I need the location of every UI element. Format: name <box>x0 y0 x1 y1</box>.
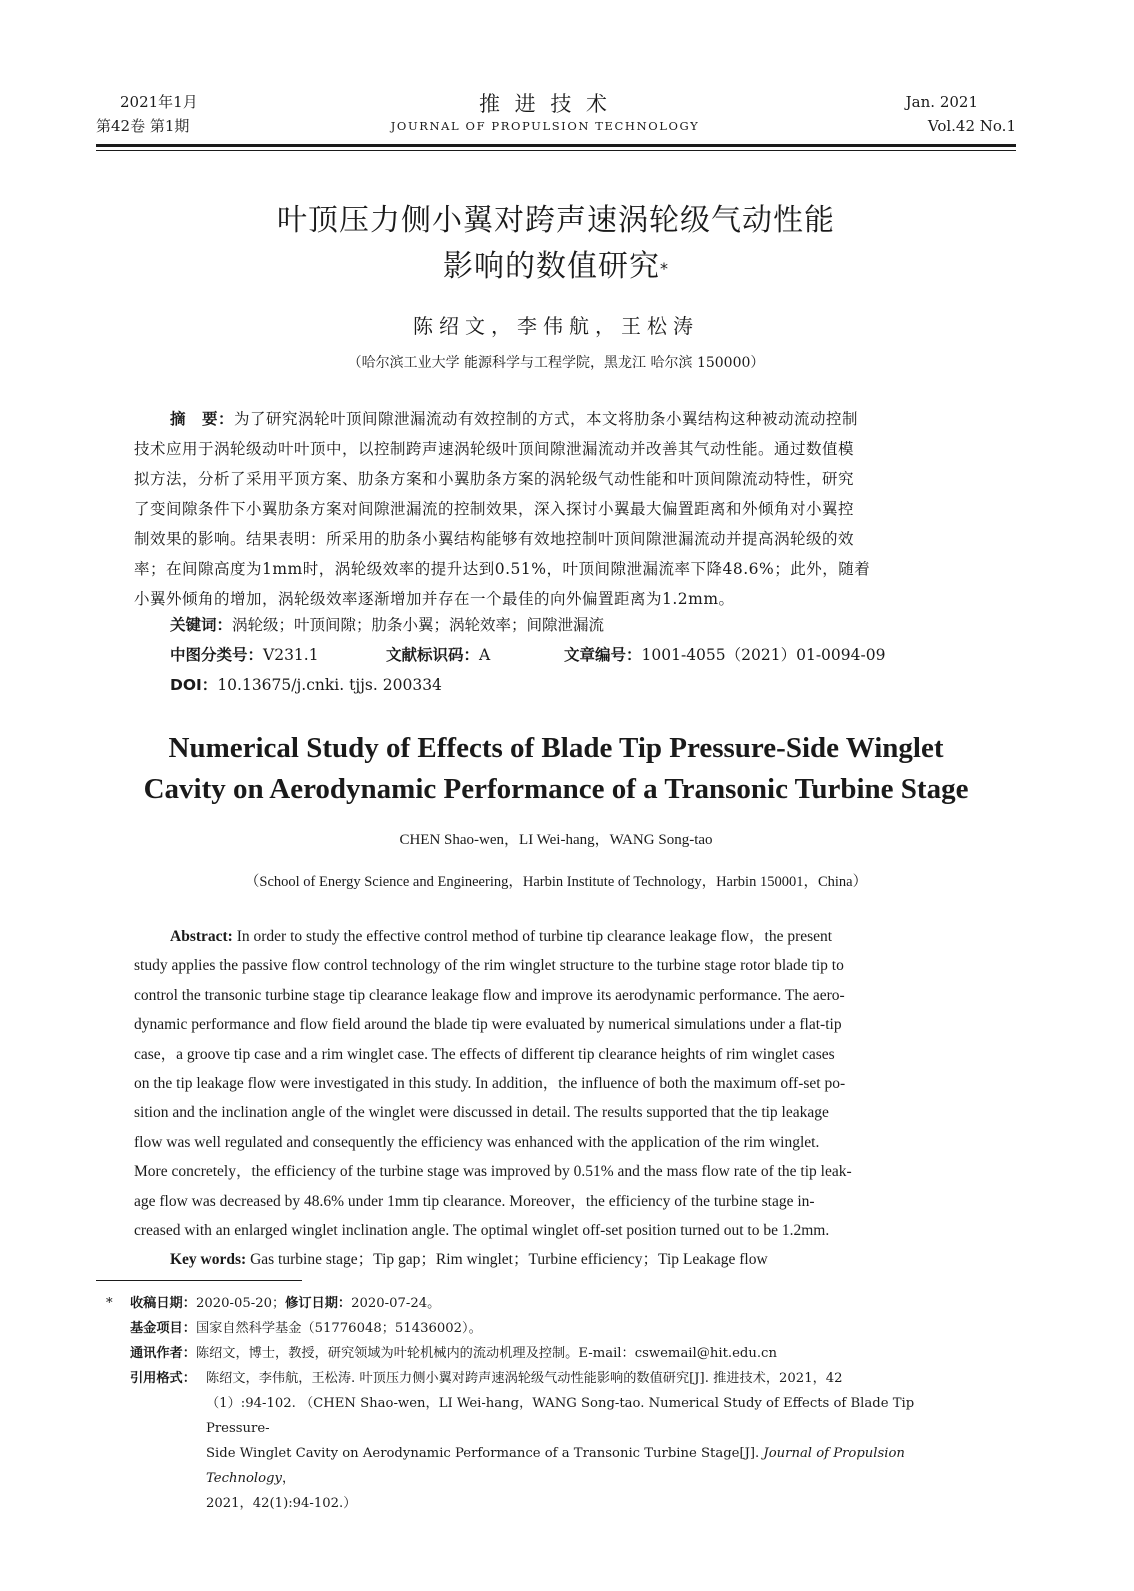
footnote-author: 通讯作者：陈绍文，博士，教授，研究领域为叶轮机械内的流动机理及控制。E-mail：cswemail@hit.edu.cn <box>130 1346 777 1361</box>
affiliation-cn: （哈尔滨工业大学 能源科学与工程学院，黑龙江 哈尔滨 150000） <box>347 355 765 371</box>
title-en-line2: Cavity on Aerodynamic Performance of a Transonic Turbine Stage <box>143 773 969 805</box>
abstract-en <box>134 922 956 1245</box>
doc-code-value: A <box>479 646 491 664</box>
authors-cn: 陈绍文，李伟航，王松涛 <box>413 314 699 338</box>
abstract-en-line: case，a groove tip case and a rim winglet case. The effects of different tip clearance heights of rim winglet cases <box>134 1045 835 1063</box>
cite-line: 陈绍文，李伟航，王松涛. 叶顶压力侧小翼对跨声速涡轮级气动性能影响的数值研究[J]. 推进技术，2021，42 <box>206 1371 843 1386</box>
abstract-cn-line: 拟方法，分析了采用平顶方案、肋条方案和小翼肋条方案的涡轮级气动性能和叶顶间隙流动特性，研究 <box>134 470 855 488</box>
cite-line: Side Winglet Cavity on Aerodynamic Performance of a Transonic Turbine Stage[J]. Journal of Propulsion Technology， <box>206 1446 905 1486</box>
footnote-cite <box>130 1366 960 1511</box>
title-en-line1: Numerical Study of Effects of Blade Tip Pressure-Side Winglet <box>168 732 944 764</box>
keywords-en: Key words: Gas turbine stage；Tip gap；Rim winglet；Turbine efficiency；Tip Leakage flow <box>170 1251 768 1268</box>
classification-row <box>170 640 970 670</box>
abstract-cn-line: 技术应用于涡轮级动叶叶顶中，以控制跨声速涡轮级叶顶间隙泄漏流动并改善其气动性能。通过数值模 <box>134 440 855 458</box>
journal-title-cn: 推 进 技 术 <box>478 92 612 116</box>
doi: DOI：10.13675/j.cnki. tjjs. 200334 <box>170 676 442 694</box>
footnote-star: * <box>106 1296 113 1311</box>
abstract-cn-line: 摘 要：为了研究涡轮叶顶间隙泄漏流动有效控制的方式，本文将肋条小翼结构这种被动流动控制 <box>170 410 859 428</box>
abstract-en-line: age flow was decreased by 48.6% under 1mm tip clearance. Moreover，the efficiency of the turbine stage in- <box>134 1192 815 1210</box>
abstract-en-line: creased with an enlarged winglet inclination angle. The optimal winglet off-set position turned out to be 1.2mm. <box>134 1222 830 1240</box>
header-volume-en: Vol.42 No.1 <box>927 117 1016 135</box>
authors-en: CHEN Shao-wen，LI Wei-hang，WANG Song-tao <box>399 832 713 848</box>
doc-code-label: 文献标识码： <box>386 646 480 664</box>
abstract-cn-line: 小翼外倾角的增加，涡轮级效率逐渐增加并存在一个最佳的向外偏置距离为1.2mm。 <box>134 590 735 608</box>
abstract-en-line: on the tip leakage flow were investigated in this study. In addition，the influence of both the maximum off-set po- <box>134 1075 846 1093</box>
article-no-value: 1001-4055（2021）01-0094-09 <box>641 646 886 664</box>
header-rule-thick <box>96 144 1016 147</box>
journal-title-en: JOURNAL OF PROPULSION TECHNOLOGY <box>390 119 700 133</box>
article-no-label: 文章编号： <box>564 646 642 664</box>
header-date-cn: 2021年1月 <box>120 93 198 111</box>
abstract-en-line: flow was well regulated and consequently the efficiency was enhanced with the application of the rim winglet. <box>134 1133 820 1151</box>
header-rule-thin <box>96 150 1016 151</box>
abstract-en-line: study applies the passive flow control technology of the rim winglet structure to the turbine stage rotor blade tip to <box>134 957 844 975</box>
title-cn-line1: 叶顶压力侧小翼对跨声速涡轮级气动性能 <box>277 203 835 238</box>
title-cn-line2: 影响的数值研究* <box>443 249 669 284</box>
abstract-en-line: dynamic performance and flow field around the blade tip were evaluated by numerical simulations under a flat-tip <box>134 1016 842 1034</box>
abstract-en-line: More concretely，the efficiency of the turbine stage was improved by 0.51% and the mass flow rate of the tip leak- <box>134 1163 852 1181</box>
clc-value: V231.1 <box>263 646 319 664</box>
clc-label: 中图分类号： <box>170 646 264 664</box>
title-footnote-mark: * <box>660 259 669 278</box>
abstract-cn <box>134 404 978 614</box>
abstract-en-line: control the transonic turbine stage tip clearance leakage flow and improve its aerodynamic performance. The aero- <box>134 986 845 1004</box>
abstract-en-label: Abstract: <box>170 928 233 945</box>
abstract-en-line: sition and the inclination angle of the winglet were discussed in detail. The results supported that the tip leakage <box>134 1104 829 1122</box>
abstract-cn-line: 率；在间隙高度为1mm时，涡轮级效率的提升达到0.51%，叶顶间隙泄漏流率下降48.6%；此外，随着 <box>134 560 871 578</box>
footnote-rule <box>96 1280 302 1281</box>
footnote-received: * 收稿日期：2020-05-20；修订日期：2020-07-24。 <box>110 1291 970 1316</box>
header-date-en: Jan. 2021 <box>905 93 978 111</box>
cite-line: 2021，42(1):94-102.） <box>206 1496 357 1511</box>
abstract-cn-line: 制效果的影响。结果表明：所采用的肋条小翼结构能够有效地控制叶顶间隙泄漏流动并提高涡轮级的效 <box>134 530 855 548</box>
keywords-cn: 关键词：涡轮级；叶顶间隙；肋条小翼；涡轮效率；间隙泄漏流 <box>170 616 605 634</box>
affiliation-en: （School of Energy Science and Engineering，Harbin Institute of Technology，Harbin 150001，China） <box>244 874 868 890</box>
abstract-en-line: Abstract: In order to study the effective control method of turbine tip clearance leakage flow，the present <box>170 928 833 945</box>
abstract-cn-label: 摘 要： <box>170 410 235 428</box>
cite-label: 引用格式： <box>130 1371 196 1386</box>
footnote-fund: 基金项目：国家自然科学基金（51776048；51436002）。 <box>130 1321 482 1336</box>
cite-line: （1）:94-102. （CHEN Shao-wen，LI Wei-hang，WANG Song-tao. Numerical Study of Effects of Blade Tip Pressure- <box>206 1396 915 1436</box>
header-volume-cn: 第42卷 第1期 <box>96 117 190 135</box>
abstract-cn-line: 了变间隙条件下小翼肋条方案对间隙泄漏流的控制效果，深入探讨小翼最大偏置距离和外倾角对小翼控 <box>134 500 855 518</box>
cite-journal: Journal of Propulsion Technology <box>206 1446 905 1486</box>
